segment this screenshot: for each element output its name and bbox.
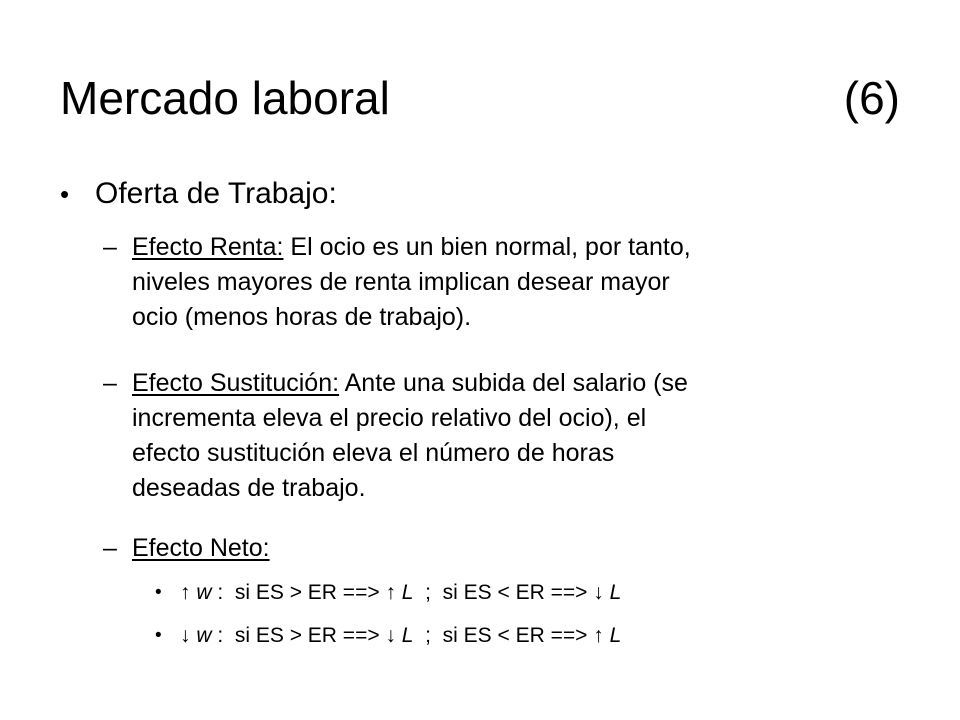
item-line bbox=[132, 366, 902, 401]
item-line bbox=[132, 531, 902, 566]
dash-icon: – bbox=[103, 369, 117, 397]
var-l: L bbox=[609, 581, 622, 604]
item-efecto-neto bbox=[132, 531, 902, 566]
item-text: Ante una subida del salario (se bbox=[339, 369, 688, 397]
item-text: El ocio es un bien normal, por tanto, bbox=[283, 233, 691, 261]
sub-item-salary-up bbox=[180, 573, 621, 613]
arrow-icon: ↑ bbox=[593, 624, 604, 647]
item-efecto-sustitucion bbox=[132, 366, 902, 506]
var-w: w bbox=[196, 624, 212, 647]
arrow-icon: ↑ bbox=[385, 581, 396, 604]
item-line: niveles mayores de renta implican desear mayor bbox=[132, 268, 670, 296]
item-heading: Efecto Sustitución: bbox=[132, 369, 340, 397]
var-w: w bbox=[196, 581, 212, 604]
item-line bbox=[132, 230, 902, 265]
item-line: incrementa eleva el precio relativo del ocio), el bbox=[132, 404, 647, 432]
arrow-icon: ↑ bbox=[180, 581, 191, 604]
item-heading: Efecto Neto: bbox=[132, 534, 270, 562]
title-text: Mercado laboral bbox=[60, 72, 390, 124]
bullet-icon: • bbox=[60, 179, 70, 209]
item-line: ocio (menos horas de trabajo). bbox=[132, 303, 472, 331]
item-line: efecto sustitución eleva el número de horas bbox=[132, 439, 615, 467]
arrow-icon: ↓ bbox=[385, 624, 396, 647]
var-l: L bbox=[609, 624, 622, 647]
item-line: deseadas de trabajo. bbox=[132, 474, 366, 502]
sub-text: ; si ES < ER ==> bbox=[413, 581, 594, 604]
sub-text: : si ES > ER ==> bbox=[211, 624, 386, 647]
arrow-icon: ↓ bbox=[180, 624, 191, 647]
dash-icon: – bbox=[103, 534, 117, 562]
item-heading: Efecto Renta: bbox=[132, 233, 284, 261]
title-number: (6) bbox=[843, 72, 900, 124]
sub-text: ; si ES < ER ==> bbox=[413, 624, 594, 647]
var-l: L bbox=[401, 581, 414, 604]
dash-icon: – bbox=[103, 233, 117, 261]
sub-item-salary-down bbox=[180, 616, 621, 656]
arrow-icon: ↓ bbox=[593, 581, 604, 604]
bullet-oferta-de-trabajo: Oferta de Trabajo: bbox=[95, 177, 337, 210]
item-efecto-renta bbox=[132, 230, 902, 335]
sub-bullet-icon: • bbox=[155, 582, 162, 603]
sub-bullet-icon: • bbox=[155, 625, 162, 646]
sub-text: : si ES > ER ==> bbox=[211, 581, 386, 604]
var-l: L bbox=[401, 624, 414, 647]
